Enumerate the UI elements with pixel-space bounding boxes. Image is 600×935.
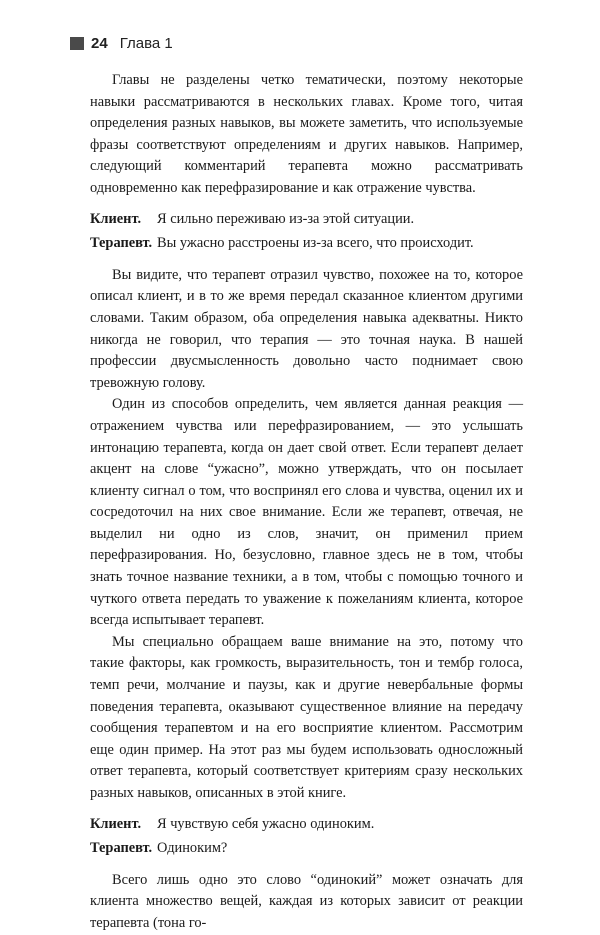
page-body — [90, 70, 523, 935]
dialogue-text: Я сильно переживаю из-за этой ситуации. — [157, 210, 415, 227]
paragraph: Один из способов определить, чем является данная реакция — отражением чувства или перефразированием, — это услышать интонацию терапевта, когда он дает свой ответ. Если терапевт делает акцент на слове “ужасно”, можно утверждать, что он посылает клиенту сигнал о том, что воспринял его слова и чувства, оценил их и сосредоточил на них свое внимание. Если же терапевт, отвечая, не выделил ни одно из слов, значит, он применил прием перефразирования. Но, безусловно, главное здесь не в том, чтобы знать точное название техники, а в том, чтобы с помощью точного и чуткого ответа передать то уважение к пожеланиям клиента, которое всегда испытывает терапевт. — [90, 396, 523, 629]
paragraph: Вы видите, что терапевт отразил чувство, похожее на то, которое описал клиент, и в то же время передал сказанное клиентом другими словами. Таким образом, оба определения навыка адекватны. Никто никогда не говорил, что терапия — это точная наука. В нашей профессии двусмысленность довольно часто поднимает свою тревожную голову. — [90, 266, 523, 391]
dialogue-line — [90, 233, 523, 255]
dialogue-line — [90, 209, 523, 231]
speaker-label: Клиент. — [90, 210, 142, 227]
dialogue-text: Вы ужасно расстроены из-за всего, что происходит. — [157, 235, 474, 252]
chapter-title: Глава 1 — [119, 35, 173, 52]
dialogue-line — [90, 814, 523, 836]
running-header — [70, 35, 173, 52]
speaker-label: Терапевт. — [90, 840, 153, 857]
paragraph: Главы не разделены четко тематически, поэтому некоторые навыки рассматриваются в нескольких главах. Кроме того, читая определения разных навыков, вы можете заметить, что используемые фразы соответствуют определениям и других навыков. Например, следующий комментарий терапевта можно рассматривать одновременно как перефразирование и как отражение чувства. — [90, 72, 523, 196]
speaker-label: Клиент. — [90, 815, 142, 832]
header-marker — [70, 37, 84, 50]
dialogue-line — [90, 838, 523, 860]
paragraph: Всего лишь одно это слово “одинокий” может означать для клиента множество вещей, каждая из которых зависит от реакции терапевта (тона го- — [90, 871, 523, 931]
speaker-label: Терапевт. — [90, 235, 153, 252]
paragraph: Мы специально обращаем ваше внимание на это, потому что такие факторы, как громкость, выразительность, тон и тембр голоса, темп речи, молчание и паузы, как и другие невербальные формы поведения терапевта, оказывают существенное влияние на передачу сообщения терапевтом и на его восприятие клиентом. Рассмотрим еще один пример. На этот раз мы будем использовать односложный ответ терапевта, который соответствует критериям сразу нескольких разных навыков, описанных в этой книге. — [90, 633, 523, 801]
dialogue-text: Я чувствую себя ужасно одиноким. — [157, 815, 375, 832]
page-number: 24 — [91, 35, 108, 52]
dialogue-text: Одиноким? — [157, 840, 228, 857]
